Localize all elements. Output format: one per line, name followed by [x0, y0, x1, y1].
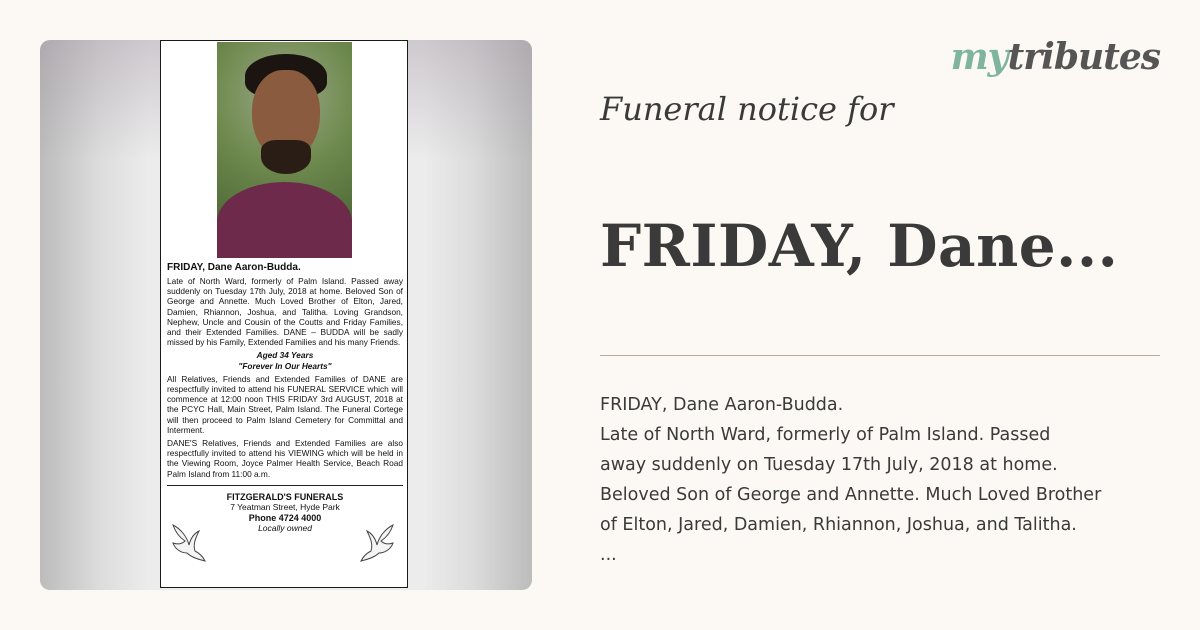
notice-forever: "Forever In Our Hearts": [238, 360, 332, 371]
notice-age: Aged 34 Years: [256, 350, 314, 361]
notice-excerpt: [600, 390, 1180, 570]
notice-divider: [167, 485, 403, 486]
notice-paragraph-2: All Relatives, Friends and Extended Families of DANE are respectfully invited to attend his FUNERAL SERVICE which will commence at 12:00 noon THIS FRIDAY 3rd AUGUST, 2018 at the PCYC Hall, Main Street, Palm Island. The Funeral Cortege will then proceed to Palm Island Cemetery for Committal and Interment.: [167, 373, 403, 435]
notice-paragraph-1: Late of North Ward, formerly of Palm Island. Passed away suddenly on Tuesday 17th July, 2018 at home. Beloved Son of George and Annette. Much Loved Brother of Elton, Jared, Damien, Rhiannon, Joshua, and Talitha. Loving Grandson, Nephew, Uncle and Cousin of the Coutts and Friday Families, and their Extended Families. DANE – BUDDA will be sadly missed by his Family, Extended Families and his many Friends.: [167, 276, 403, 348]
excerpt-line: of Elton, Jared, Damien, Rhiannon, Joshua, and Talitha.: [600, 515, 1077, 535]
funeral-director-name: FITZGERALD'S FUNERALS: [226, 491, 344, 502]
excerpt-line: Late of North Ward, formerly of Palm Island. Passed: [600, 425, 1051, 445]
funeral-director-tagline: Locally owned: [258, 523, 312, 534]
logo-tributes: tributes: [1007, 36, 1160, 78]
mytributes-logo[interactable]: [951, 36, 1160, 78]
funeral-director-phone: Phone 4724 4000: [248, 513, 322, 524]
newspaper-notice: [160, 40, 408, 588]
notice-paragraph-3: DANE'S Relatives, Friends and Extended Families are also respectfully invited to attend his VIEWING which will be held in the Viewing Room, Joyce Palmer Health Service, Beach Road Palm Island from 11:00 a.m.: [167, 438, 403, 479]
excerpt-line: away suddenly on Tuesday 17th July, 2018 at home.: [600, 455, 1058, 475]
intro-heading: Funeral notice for: [600, 90, 894, 128]
funeral-director-address: 7 Yeatman Street, Hyde Park: [230, 502, 340, 513]
notice-body: [167, 262, 403, 533]
excerpt-line: Beloved Son of George and Annette. Much Loved Brother: [600, 485, 1102, 505]
portrait-photo: [217, 42, 352, 258]
notice-title: FRIDAY, Dane Aaron-Budda.: [167, 262, 301, 273]
logo-my: my: [950, 36, 1008, 78]
notice-image-panel: [40, 40, 532, 590]
dove-right-icon: [357, 519, 397, 563]
excerpt-line: FRIDAY, Dane Aaron-Budda.: [600, 395, 844, 415]
dove-left-icon: [169, 519, 209, 563]
section-divider: [600, 355, 1160, 356]
excerpt-ellipsis: ...: [600, 545, 617, 565]
deceased-name: FRIDAY, Dane...: [600, 212, 1119, 280]
